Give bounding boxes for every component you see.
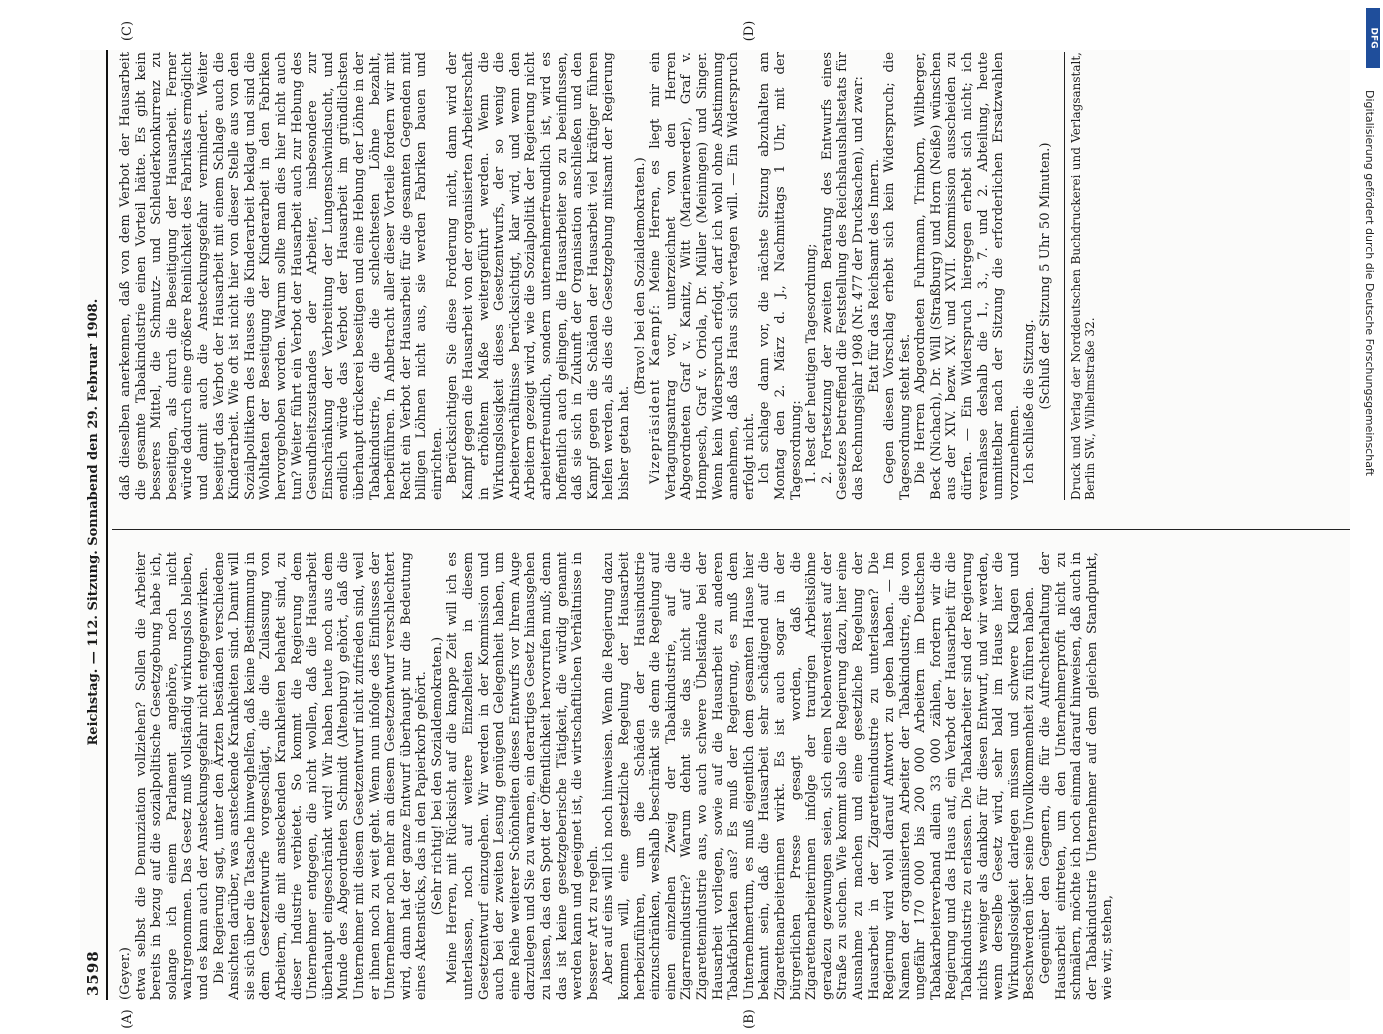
speaker-tag: (Geyer.): [118, 947, 133, 1000]
paragraph: daß dieselben anerkennen, daß von dem Verbot der Hausarbeit die gesamte Tabakindustrie einen Vorteil hätte. Es gibt kein besseres Mittel, die Schmutz- und Schleuderkonkurrenz zu beseitigen, als durch die Beseitigung der Hausarbeit. Ferner würde dadurch eine größere Reinlichkeit des Fabrikats ermöglicht und damit auch die Ansteckungsgefahr vermindert. Weiter beseitigt das Verbot der Hausarbeit mit einem Schlage auch die Kinderarbeit. Wie oft ist nicht hier von dieser Stelle aus von den Sozialpolitikern des Hauses die Kinderarbeit beklagt und sind die Wohltaten der Beseitigung der Kinderarbeit in den Fabriken hervorgehoben worden. Warum sollte man dies hier nicht auch tun? Weiter führt ein Verbot der Hausarbeit auch zur Hebung des Gesundheitszustandes der Arbeiter, insbesondere zur Einschränkung der Verbreitung der Lungenschwindsucht, und endlich würde das Verbot der Hausarbeit im gründlichsten überhaupt drückerei beseitigen und eine Hebung der Löhne in der Tabakindustrie, die die schlechtesten Löhne bezahlt, herbeiführen. In Anbetracht aller dieser Vorteile fordern wir mit Recht ein Verbot der Hausarbeit für die gesamten Gegenden mit billigen Löhnen nicht aus, sie werden Fabriken bauen und einrichten.: [118, 52, 445, 500]
rotated-document-page: [80, 20, 1350, 1029]
margin-marker-c: (C): [120, 20, 135, 42]
digitization-credit: [1356, 0, 1382, 1000]
paragraph: Berücksichtigen Sie diese Forderung nicht, dann wird der Kampf gegen die Hausarbeit von der organisierten Arbeiterschaft in erhöhtem Maße weitergeführt werden. Wenn die Wirkungslosigkeit dieses Gesetzentwurfs, der so wenig die Arbeiterverhältnisse berücksichtigt, klar wird, und wenn den Arbeitern gezeigt wird, wie die Sozialpolitik der Regierung nicht arbeiterfreundlich, sondern unternehmerfreundlich ist, wird es hoffentlich auch gelingen, die Hausarbeiter so zu beeinflussen, daß sie sich in Zukunft der Organisation anschließen und den Kampf gegen die Schäden der Hausarbeit viel kräftiger führen helfen werden, als dies die Gesetzgebung mitsamt der Regierung bisher getan hat.: [445, 52, 632, 500]
dfg-logo-text: DFG: [1368, 27, 1379, 49]
paragraph: Ich schlage dann vor, die nächste Sitzung abzuhalten am Montag den 2. März d. J., Nachmittags 1 Uhr, mit der Tagesordnung:: [757, 52, 804, 500]
credit-text: Digitalisierung gefördert durch die Deutsche Forschungsgemeinschaft: [1363, 90, 1376, 476]
paragraph: Die Herren Abgeordneten Fuhrmann, Trimborn, Wiltberger, Beck (Nichach), Dr. Will (Straßburg) und Horn (Neiße) wünschen aus der XIV. bezw. XV. und XVII. Kommission ausscheiden zu dürfen. — Ein Widerspruch hiergegen erhebt sich nicht; ich veranlasse deshalb die 1., 3., 7. und 2. Abteilung, heute unmittelbar nach der Sitzung die erforderlichen Ersatzwahlen vorzunehmen.: [913, 52, 1022, 500]
page-header: [80, 50, 108, 1000]
page-number: 3598: [84, 950, 102, 996]
column-divider: [112, 529, 1350, 530]
margin-marker-a: (A): [120, 1009, 135, 1029]
text-columns: [112, 20, 1350, 1029]
margin-marker-d: (D): [742, 20, 757, 42]
applause-note: (Sehr richtig! bei den Sozialdemokraten.): [429, 636, 445, 916]
dfg-logo: [1366, 8, 1380, 68]
paragraph: Meine Herren, es liegt mir ein Vertagungsantrag vor, unterzeichnet von den Herren Abgeordneten Graf v. Kanitz, Witt (Marienwerder), Graf v. Hompesch, Graf v. Oriola, Dr. Müller (Meiningen) und Singer. Wenn kein Widerspruch erfolgt, darf ich wohl ohne Abstimmung annehmen, daß das Haus sich vertagen will. — Ein Widerspruch erfolgt nicht.: [648, 52, 757, 500]
paragraph: Meine Herren, mit Rücksicht auf die knappe Zeit will ich es unterlassen, noch auf weitere Einzelheiten in diesem Gesetzentwurf einzugehen. Wir werden in der Kommission und auch bei der zweiten Lesung genügend Gelegenheit haben, um eine Reihe weiterer Schönheiten dieses Entwurfs vor Ihrem Auge darzulegen und Sie zu warnen, ein derartiges Gesetz hinausgehen zu lassen, das den Spott der Öffentlichkeit hervorrufen muß; denn das ist keine gesetzgeberische Tätigkeit, die würdig genannt werden kann und geeignet ist, die wirtschaftlichen Verhältnisse in besserer Art zu regeln.: [445, 552, 601, 1000]
right-column: [118, 52, 1344, 500]
paragraph: etwa selbst die Denunziation vollziehen? Sollen die Arbeiter bereits in bezug auf die sozialpolitische Gesetzgebung habe ich, solange ich einem Parlament angehöre, noch nicht wahrgenommen. Das Gesetz muß vollständig wirkungslos bleiben, und es kann auch der Ansteckungsgefahr nicht entgegenwirken.: [133, 552, 211, 1000]
agenda-item: 2. Fortsetzung der zweiten Beratung des Entwurfs eines Gesetzes betreffend die Feststellung des Reichshaushaltsetats für das Rechnungsjahr 1908 (Nr. 477 der Drucksachen), und zwar:: [819, 52, 866, 500]
paragraph: Die Regierung sagt, unter den Ärzten beständen verschiedene Ansichten darüber, was ansteckende Krankheiten sind. Damit will sie sich über die Tatsache hinweghelfen, daß keine Bestimmung in dem Gesetzentwurfe vorgeschlägt, die die Zulassung von Arbeitern, die mit ansteckenden Krankheiten behaftet sind, zu dieser Industrie verbietet. So kommt die Regierung dem Unternehmer entgegen, die nicht wollen, daß die Hausarbeit überhaupt eingeschränkt wird! Wir haben heute noch aus dem Munde des Abgeordneten Schmidt (Altenburg) gehört, daß die Unternehmer mit diesem Gesetzentwurf nicht zufrieden sind, weil er ihnen noch zu weit geht. Wenn nun infolge des Einflusses der Unternehmer noch mehr an diesem Gesetzentwurf verschlechtert wird, dann hat der ganze Entwurf überhaupt nur die Bedeutung eines Aktenstücks, das in den Papierkorb gehört.: [211, 552, 430, 1000]
paragraph: Ich schließe die Sitzung.: [1022, 319, 1038, 484]
margin-marker-b: (B): [742, 1009, 757, 1029]
speaker-label: Vizepräsident Kaempf:: [648, 303, 664, 484]
paragraph: Gegenüber den Gegnern, die für die Aufrechterhaltung der Hausarbeit eintreten, um den Unternehmerprofit nicht zu schmälern, möchte ich noch einmal darauf hinweisen, daß auch in der Tabakindustrie Unternehmer auf dem gleichen Standpunkt, wie wir, stehen,: [1038, 552, 1116, 1000]
closing-note: (Schluß der Sitzung 5 Uhr 50 Minuten.): [1038, 142, 1054, 410]
agenda-item: 1. Rest der heutigen Tagesordnung;: [804, 243, 820, 484]
left-column: [118, 552, 1344, 1000]
paragraph: Aber auf eins will ich noch hinweisen. Wenn die Regierung dazu kommen will, eine gesetzliche Regelung der Hausarbeit herbeizuführen, um die Schäden der Hausindustrie einzuschränken, weshalb beschränkt sie denn die Regelung auf einen einzelnen Zweig der Tabakindustrie, auf die Zigarrenindustrie? Warum dehnt sie das nicht auf die Zigarettenindustrie aus, wo auch schwere Übelstände bei der Hausarbeit vorliegen, sowie auf die Hausarbeit zu anderen Tabakfabrikaten aus? Es muß der Regierung, es muß dem Unternehmertum, es muß eigentlich dem gesamten Hause hier bekannt sein, daß die Hausarbeit sehr schädigend auf die Zigarettenarbeiterinnen wirkt. Es ist auch sogar in der bürgerlichen Presse gesagt worden, daß die Zigarettenarbeiterinnen infolge der traurigen Arbeitslöhne geradezu gezwungen seien, sich einen Nebenverdienst auf der Straße zu suchen. Wie kommt also die Regierung dazu, hier eine Ausnahme zu machen und eine gesetzliche Regelung der Hausarbeit in der Zigarettenindustrie zu unterlassen? Die Regierung wird wohl darauf Antwort zu geben haben. — Im Namen der organisierten Arbeiter der Tabakindustrie, die von ungefähr 170 000 bis 200 000 Arbeitern im Deutschen Tabakarbeiterverband allein 33 000 zählen, fordern wir die Regierung und das Haus auf, ein Verbot der Hausarbeit für die Tabakindustrie zu erlassen. Die Tabakarbeiter sind der Regierung nichts weniger als dankbar für diesen Entwurf, und wir werden, wenn derselbe Gesetz wird, sehr bald im Hause hier die Wirkungslosigkeit darlegen müssen und schwere Klagen und Beschwerden über seine Unvollkommenheit zu führen haben.: [601, 552, 1038, 1000]
agenda-subitem: Etat für das Reichsamt des Innern.: [866, 158, 882, 394]
page-title: Reichstag. — 112. Sitzung. Sonnabend den 29. Februar 1908.: [85, 298, 101, 746]
paragraph: Gegen diesen Vorschlag erhebt sich kein Widerspruch; die Tagesordnung steht fest.: [882, 52, 913, 500]
applause-note: (Bravo! bei den Sozialdemokraten.): [632, 157, 648, 395]
imprint: Druck und Verlag der Norddeutschen Buchdruckerei und Verlagsanstalt, Berlin SW., Wilhelmstraße 32.: [1064, 52, 1097, 500]
